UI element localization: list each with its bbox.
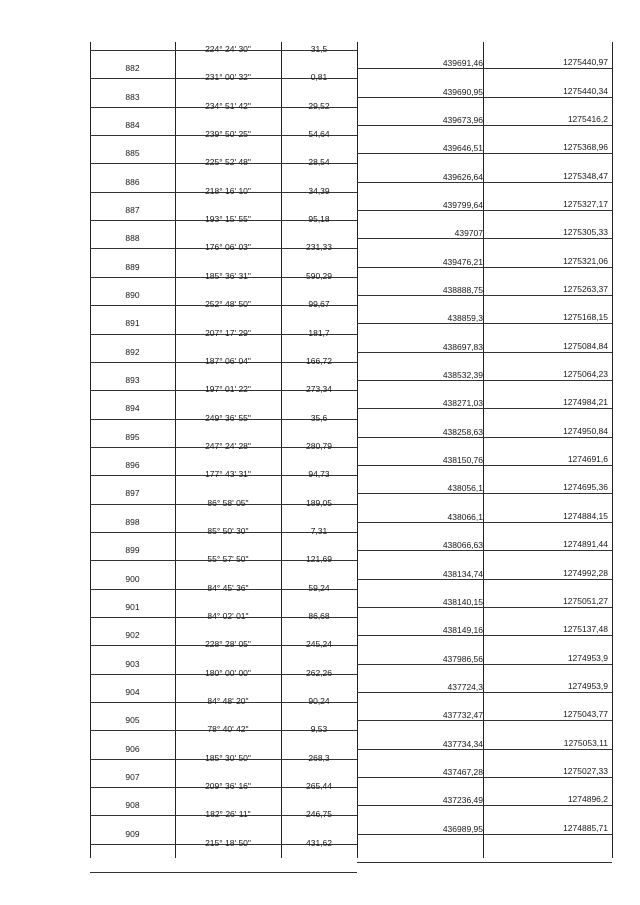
row-border — [357, 437, 612, 438]
point-number-cell: 890 — [125, 290, 140, 300]
x-coordinate-cell: 439646,51 — [442, 143, 483, 154]
row-border — [357, 635, 612, 636]
length-cell: 273,34 — [306, 384, 332, 395]
length-cell: 181,7 — [308, 327, 330, 338]
y-coordinate-cell: 1274992,28 — [563, 567, 608, 578]
y-coordinate-cell: 1275137,48 — [563, 624, 608, 635]
point-number-cell: 907 — [125, 771, 140, 782]
length-cell: 95,18 — [308, 214, 330, 225]
length-cell: 35,6 — [310, 412, 328, 423]
point-number-cell: 899 — [125, 545, 140, 556]
length-cell: 54,64 — [308, 129, 330, 140]
angle-cell: 55° 57' 50" — [207, 554, 249, 565]
x-coordinate-cell: 438697,83 — [442, 341, 483, 352]
row-border — [357, 267, 612, 268]
y-coordinate-cell: 1274950,84 — [563, 425, 608, 436]
x-coordinate-cell: 437236,49 — [442, 795, 483, 806]
length-cell: 31,5 — [310, 44, 328, 54]
row-border — [357, 182, 612, 183]
length-cell: 59,24 — [308, 582, 330, 593]
row-border — [357, 68, 612, 69]
point-number-cell: 904 — [125, 686, 140, 697]
x-coordinate-cell: 437724,3 — [447, 681, 483, 692]
angle-cell: 231° 00' 32" — [205, 72, 251, 83]
point-number-cell: 893 — [125, 375, 140, 386]
angle-cell: 225° 52' 48" — [205, 157, 251, 168]
point-number-cell: 901 — [125, 601, 140, 612]
length-cell: 268,3 — [308, 752, 330, 763]
row-border — [357, 692, 612, 693]
point-number-cell: 891 — [125, 318, 140, 329]
x-coordinate-cell: 438066,63 — [442, 540, 483, 551]
row-border — [357, 125, 612, 126]
y-coordinate-cell: 1275368,96 — [563, 142, 608, 153]
x-coordinate-cell: 438140,15 — [442, 596, 483, 607]
angle-cell: 252° 48' 50" — [205, 299, 251, 310]
point-number-cell: 882 — [125, 63, 140, 74]
point-number-cell: 903 — [125, 658, 140, 669]
row-border — [357, 862, 612, 863]
row-border — [357, 465, 612, 466]
point-number-cell: 900 — [125, 573, 140, 584]
y-coordinate-cell: 1275027,33 — [563, 765, 608, 776]
angle-cell: 218° 16' 10" — [205, 185, 251, 196]
point-number-cell: 889 — [125, 261, 140, 272]
x-coordinate-cell: 439799,64 — [442, 199, 483, 210]
y-coordinate-cell: 1275305,33 — [563, 227, 608, 238]
x-coordinate-cell: 438150,76 — [442, 455, 483, 466]
point-number-cell: 897 — [125, 488, 140, 499]
x-coordinate-cell: 437734,34 — [442, 738, 483, 749]
x-coordinate-cell: 438056,1 — [447, 483, 483, 494]
angle-cell: 84° 02' 01" — [207, 611, 249, 621]
angle-cell: 228° 28' 05" — [205, 639, 251, 650]
row-border — [357, 408, 612, 409]
y-coordinate-cell: 1274885,71 — [563, 822, 608, 833]
length-cell: 0,81 — [310, 72, 328, 83]
y-coordinate-cell: 1275084,84 — [563, 340, 608, 351]
length-cell: 280,79 — [306, 440, 332, 451]
angle-cell: 185° 30' 50" — [205, 752, 251, 763]
angle-cell: 177° 43' 31" — [205, 469, 251, 480]
point-number-cell: 895 — [125, 431, 140, 442]
x-coordinate-cell: 438134,74 — [442, 568, 483, 579]
x-coordinate-cell: 439707 — [454, 228, 483, 239]
row-border — [357, 493, 612, 494]
x-coordinate-cell: 439690,95 — [442, 86, 483, 97]
y-coordinate-cell: 1275263,37 — [563, 284, 608, 294]
point-number-cell: 894 — [125, 403, 140, 414]
length-cell: 34,39 — [308, 185, 330, 196]
y-coordinate-cell: 1274691,6 — [567, 454, 608, 465]
x-coordinate-cell: 436989,95 — [442, 823, 483, 834]
angle-cell: 180° 00' 00" — [205, 667, 251, 678]
angle-cell: 86° 58' 05" — [207, 497, 249, 508]
row-border — [357, 749, 612, 750]
x-coordinate-cell: 439476,21 — [442, 256, 483, 267]
point-number-cell: 883 — [125, 91, 140, 102]
y-coordinate-cell: 1275168,15 — [563, 312, 608, 323]
point-number-cell: 896 — [125, 460, 140, 471]
column-border — [90, 42, 91, 858]
length-cell: 90,24 — [308, 696, 330, 707]
row-border — [357, 720, 612, 721]
angle-cell: 207° 17' 29" — [205, 327, 251, 338]
x-coordinate-cell: 438066,1 — [447, 511, 483, 522]
angle-cell: 239° 50' 25" — [205, 129, 251, 140]
y-coordinate-cell: 1275043,77 — [563, 709, 608, 720]
x-coordinate-cell: 437732,47 — [442, 710, 483, 721]
length-cell: 9,53 — [310, 724, 328, 735]
x-coordinate-cell: 438271,03 — [442, 398, 483, 409]
y-coordinate-cell: 1275327,17 — [563, 198, 608, 209]
length-cell: 99,67 — [308, 299, 330, 310]
row-border — [357, 352, 612, 353]
angle-cell: 84° 45' 36" — [207, 582, 249, 593]
angle-cell: 193° 15' 55" — [205, 214, 251, 225]
length-cell: 262,26 — [306, 667, 332, 678]
angle-cell: 84° 48' 20" — [207, 696, 249, 707]
row-border — [357, 97, 612, 98]
length-cell: 86,68 — [308, 611, 330, 621]
y-coordinate-cell: 1275321,06 — [563, 255, 608, 266]
row-border — [357, 522, 612, 523]
row-border — [357, 550, 612, 551]
row-border — [357, 607, 612, 608]
y-coordinate-cell: 1275440,97 — [563, 57, 608, 68]
length-cell: 121,69 — [306, 554, 332, 565]
y-coordinate-cell: 1274953,9 — [567, 680, 608, 691]
x-coordinate-cell: 439673,96 — [442, 114, 483, 125]
row-border — [357, 295, 612, 296]
length-cell: 7,31 — [310, 525, 328, 536]
x-coordinate-cell: 438859,3 — [447, 313, 483, 324]
row-border — [357, 210, 612, 211]
x-coordinate-cell: 439691,46 — [442, 58, 483, 69]
angle-cell: 215° 18' 50" — [205, 837, 251, 848]
length-cell: 431,62 — [306, 837, 332, 848]
angle-cell: 78° 40' 42" — [207, 724, 249, 735]
y-coordinate-cell: 1275064,23 — [563, 369, 608, 380]
angle-cell: 187° 06' 04" — [205, 355, 251, 366]
x-coordinate-cell: 438258,63 — [442, 426, 483, 437]
point-number-cell: 908 — [125, 800, 140, 811]
length-cell: 246,75 — [306, 809, 332, 820]
angle-cell: 247° 24' 28" — [205, 440, 251, 451]
point-number-cell: 888 — [125, 233, 140, 244]
angle-cell: 209° 36' 16" — [205, 781, 251, 792]
point-number-cell: 909 — [125, 828, 140, 839]
x-coordinate-cell: 439626,64 — [442, 171, 483, 182]
point-number-cell: 906 — [125, 743, 140, 754]
column-border — [483, 42, 484, 858]
point-number-cell: 885 — [125, 148, 140, 159]
row-border — [357, 777, 612, 778]
length-cell: 94,73 — [308, 469, 330, 480]
row-border — [357, 664, 612, 665]
y-coordinate-cell: 1275053,11 — [563, 737, 608, 748]
point-number-cell: 886 — [125, 176, 140, 187]
y-coordinate-cell: 1274984,21 — [563, 397, 608, 408]
point-number-cell: 892 — [125, 346, 140, 357]
length-cell: 245,24 — [306, 639, 332, 650]
point-number-cell: 902 — [125, 630, 140, 641]
x-coordinate-cell: 437986,56 — [442, 653, 483, 664]
row-border — [357, 805, 612, 806]
y-coordinate-cell: 1274695,36 — [563, 482, 608, 493]
x-coordinate-cell: 438888,75 — [442, 285, 483, 295]
y-coordinate-cell: 1274884,15 — [563, 510, 608, 521]
y-coordinate-cell: 1275348,47 — [563, 170, 608, 181]
length-cell: 265,44 — [306, 781, 332, 792]
x-coordinate-cell: 438149,16 — [442, 625, 483, 636]
x-coordinate-cell: 437467,28 — [442, 766, 483, 777]
length-cell: 29,52 — [308, 100, 330, 111]
x-coordinate-cell: 438532,39 — [442, 370, 483, 381]
length-cell: 166,72 — [306, 355, 332, 366]
y-coordinate-cell: 1274891,44 — [563, 539, 608, 550]
row-border — [357, 380, 612, 381]
length-cell: 189,05 — [306, 497, 332, 508]
column-border — [357, 42, 358, 858]
y-coordinate-cell: 1274953,9 — [567, 652, 608, 663]
point-number-cell: 884 — [125, 119, 140, 130]
angle-cell: 85° 50' 30" — [207, 525, 249, 536]
angle-cell: 176° 06' 03" — [205, 242, 251, 253]
row-border — [357, 323, 612, 324]
point-number-cell: 898 — [125, 516, 140, 527]
y-coordinate-cell: 1274896,2 — [567, 794, 608, 805]
angle-cell: 249° 36' 55" — [205, 412, 251, 423]
row-border — [90, 872, 357, 873]
row-border — [357, 579, 612, 580]
y-coordinate-cell: 1275440,34 — [563, 85, 608, 96]
angle-cell: 182° 26' 11" — [205, 809, 251, 820]
length-cell: 28,54 — [308, 157, 330, 168]
angle-cell: 234° 51' 42" — [205, 100, 251, 111]
point-number-cell: 887 — [125, 204, 140, 215]
length-cell: 590,29 — [306, 270, 332, 281]
y-coordinate-cell: 1275051,27 — [563, 595, 608, 606]
row-border — [357, 238, 612, 239]
angle-cell: 197° 01' 22" — [205, 384, 251, 395]
angle-cell: 185° 36' 31" — [205, 270, 251, 281]
row-border — [357, 153, 612, 154]
length-cell: 231,33 — [306, 242, 332, 253]
column-border — [612, 42, 613, 858]
point-number-cell: 905 — [125, 715, 140, 726]
row-border — [357, 834, 612, 835]
angle-cell: 224° 24' 30" — [205, 44, 251, 54]
y-coordinate-cell: 1275416,2 — [567, 113, 608, 124]
